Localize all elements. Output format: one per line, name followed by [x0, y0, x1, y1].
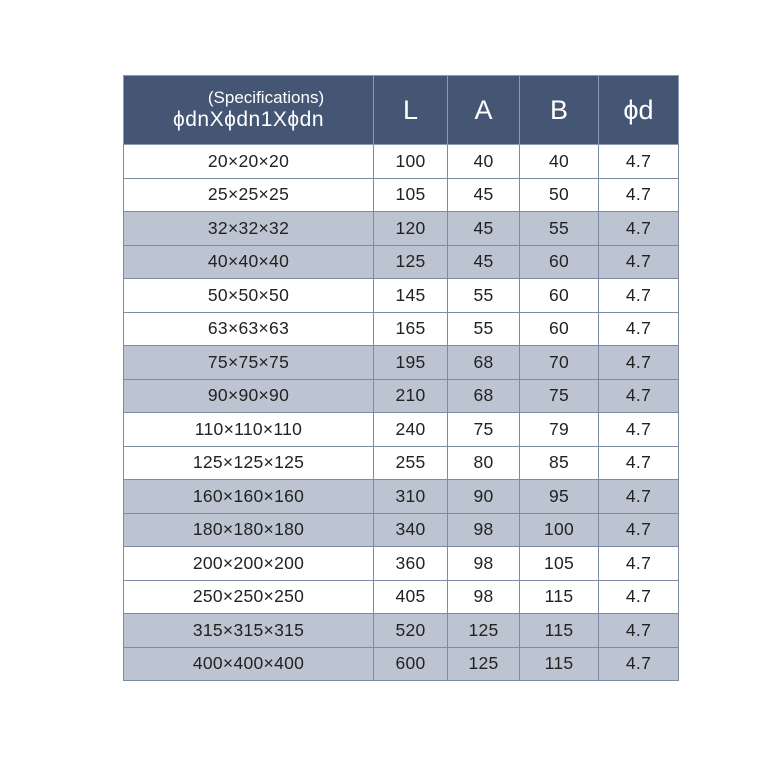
table-row — [124, 413, 679, 447]
cell-d: 4.7 — [599, 480, 679, 514]
table-row — [124, 647, 679, 681]
cell-b: 60 — [520, 279, 599, 313]
table-row — [124, 212, 679, 246]
cell-b: 40 — [520, 145, 599, 179]
cell-l: 195 — [374, 346, 448, 380]
cell-spec: 32×32×32 — [124, 212, 374, 246]
cell-d: 4.7 — [599, 614, 679, 648]
cell-spec: 400×400×400 — [124, 647, 374, 681]
cell-b: 115 — [520, 614, 599, 648]
cell-d: 4.7 — [599, 346, 679, 380]
cell-b: 85 — [520, 446, 599, 480]
cell-spec: 50×50×50 — [124, 279, 374, 313]
cell-spec: 25×25×25 — [124, 178, 374, 212]
table-row — [124, 346, 679, 380]
cell-l: 145 — [374, 279, 448, 313]
cell-d: 4.7 — [599, 178, 679, 212]
specification-table — [123, 75, 679, 681]
header-spec-sub-label: (Specifications) — [207, 88, 325, 108]
cell-a: 40 — [448, 145, 520, 179]
cell-d: 4.7 — [599, 212, 679, 246]
cell-l: 100 — [374, 145, 448, 179]
cell-l: 360 — [374, 547, 448, 581]
cell-spec: 315×315×315 — [124, 614, 374, 648]
header-l: L — [374, 76, 448, 145]
header-spec-main-label: ϕdnXϕdn1Xϕdn — [172, 107, 325, 131]
cell-spec: 63×63×63 — [124, 312, 374, 346]
cell-b: 115 — [520, 580, 599, 614]
header-b: B — [520, 76, 599, 145]
cell-d: 4.7 — [599, 279, 679, 313]
cell-a: 45 — [448, 245, 520, 279]
cell-spec: 250×250×250 — [124, 580, 374, 614]
header-specifications — [124, 76, 374, 145]
cell-d: 4.7 — [599, 379, 679, 413]
cell-d: 4.7 — [599, 547, 679, 581]
cell-spec: 125×125×125 — [124, 446, 374, 480]
table-row — [124, 513, 679, 547]
table-body — [124, 145, 679, 681]
cell-l: 210 — [374, 379, 448, 413]
cell-spec: 20×20×20 — [124, 145, 374, 179]
table-row — [124, 145, 679, 179]
cell-spec: 200×200×200 — [124, 547, 374, 581]
cell-a: 68 — [448, 346, 520, 380]
cell-spec: 180×180×180 — [124, 513, 374, 547]
cell-a: 68 — [448, 379, 520, 413]
cell-d: 4.7 — [599, 245, 679, 279]
table-row — [124, 379, 679, 413]
cell-a: 98 — [448, 580, 520, 614]
table-row — [124, 580, 679, 614]
cell-a: 98 — [448, 547, 520, 581]
cell-b: 115 — [520, 647, 599, 681]
table-row — [124, 446, 679, 480]
cell-l: 255 — [374, 446, 448, 480]
table-row — [124, 614, 679, 648]
header-row — [124, 76, 679, 145]
cell-b: 105 — [520, 547, 599, 581]
cell-d: 4.7 — [599, 446, 679, 480]
table-row — [124, 178, 679, 212]
cell-d: 4.7 — [599, 413, 679, 447]
cell-a: 55 — [448, 279, 520, 313]
cell-b: 75 — [520, 379, 599, 413]
cell-d: 4.7 — [599, 312, 679, 346]
cell-l: 405 — [374, 580, 448, 614]
cell-a: 55 — [448, 312, 520, 346]
cell-a: 80 — [448, 446, 520, 480]
cell-a: 125 — [448, 614, 520, 648]
cell-b: 60 — [520, 245, 599, 279]
cell-spec: 110×110×110 — [124, 413, 374, 447]
cell-l: 240 — [374, 413, 448, 447]
cell-spec: 90×90×90 — [124, 379, 374, 413]
cell-d: 4.7 — [599, 513, 679, 547]
cell-a: 45 — [448, 212, 520, 246]
table-row — [124, 279, 679, 313]
cell-l: 520 — [374, 614, 448, 648]
table-row — [124, 312, 679, 346]
cell-b: 79 — [520, 413, 599, 447]
cell-l: 165 — [374, 312, 448, 346]
cell-l: 120 — [374, 212, 448, 246]
cell-d: 4.7 — [599, 145, 679, 179]
cell-a: 75 — [448, 413, 520, 447]
cell-d: 4.7 — [599, 647, 679, 681]
table-row — [124, 480, 679, 514]
cell-b: 70 — [520, 346, 599, 380]
header-d: ϕd — [599, 76, 679, 145]
cell-a: 125 — [448, 647, 520, 681]
cell-a: 98 — [448, 513, 520, 547]
cell-b: 100 — [520, 513, 599, 547]
cell-b: 55 — [520, 212, 599, 246]
cell-b: 95 — [520, 480, 599, 514]
table-row — [124, 245, 679, 279]
cell-l: 340 — [374, 513, 448, 547]
cell-a: 45 — [448, 178, 520, 212]
cell-l: 105 — [374, 178, 448, 212]
table-row — [124, 547, 679, 581]
cell-b: 60 — [520, 312, 599, 346]
cell-l: 600 — [374, 647, 448, 681]
cell-l: 125 — [374, 245, 448, 279]
cell-spec: 40×40×40 — [124, 245, 374, 279]
cell-d: 4.7 — [599, 580, 679, 614]
cell-a: 90 — [448, 480, 520, 514]
cell-l: 310 — [374, 480, 448, 514]
cell-b: 50 — [520, 178, 599, 212]
cell-spec: 160×160×160 — [124, 480, 374, 514]
cell-spec: 75×75×75 — [124, 346, 374, 380]
table-header — [124, 76, 679, 145]
header-a: A — [448, 76, 520, 145]
